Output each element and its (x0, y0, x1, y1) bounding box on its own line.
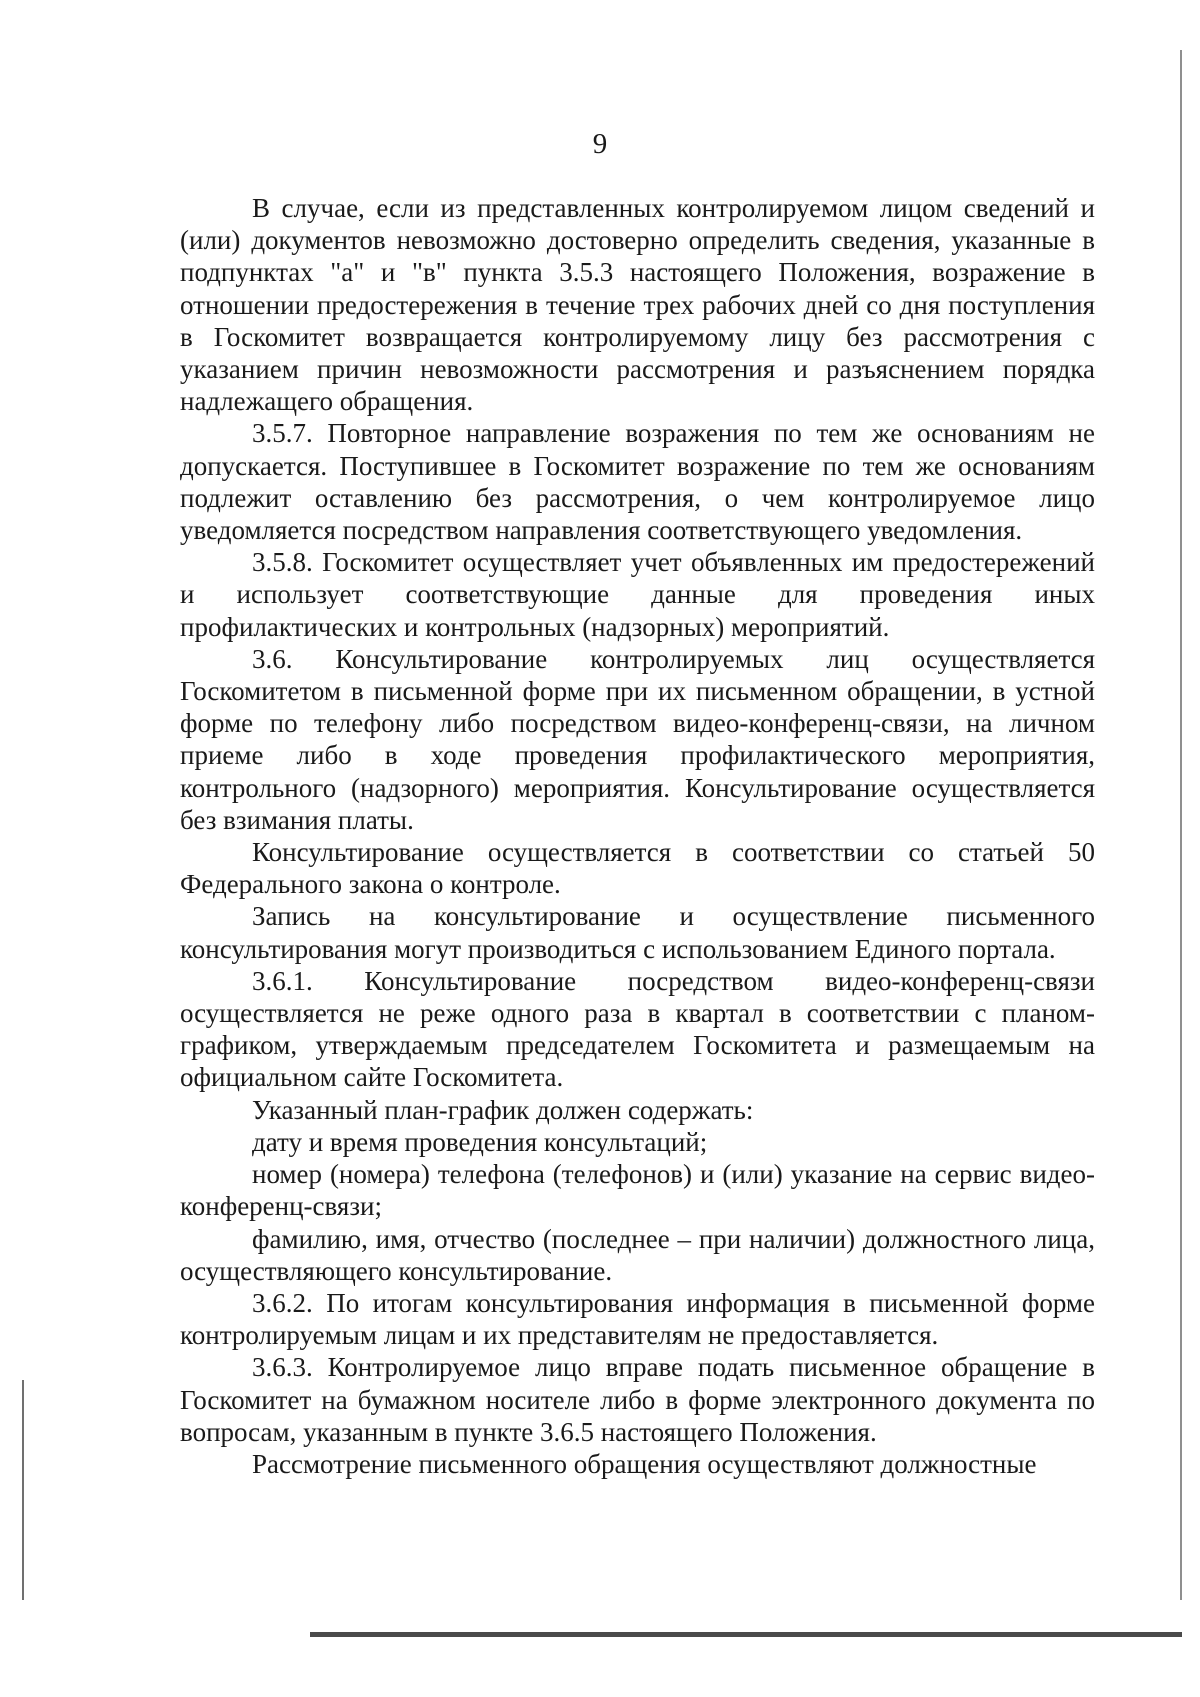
list-item-date-time: дату и время проведения консультаций; (252, 1126, 708, 1157)
paragraph-3-6: 3.6. Консультирование контролируемых лиц осуществляется Госкомитетом в письменной форме при их письменном обращении, в устной форме по телефону либо посредством видео-конференц-связи, на личном приеме либо в ходе проведения профилактического мероприятия, контрольного (надзорного) мероприятия. Консультирование осуществляется без взимания платы. (180, 643, 1095, 835)
list-item-official-name: фамилию, имя, отчество (последнее – при наличии) должностного лица, осуществляющего консультирование. (180, 1223, 1095, 1286)
paragraph-consult-registration: Запись на консультирование и осуществление письменного консультирования могут производиться с использованием Единого портала. (180, 901, 1095, 964)
scan-edge-right (1180, 50, 1182, 1600)
document-body (180, 192, 1095, 1480)
paragraph-3-6-1: 3.6.1. Консультирование посредством видео-конференц-связи осуществляется не реже одного раза в квартал в соответствии с планом-графиком, утверждаемым председателем Госкомитета и размещаемым на официальном сайте Госкомитета. (180, 965, 1095, 1093)
paragraph-objection-return: В случае, если из представленных контролируемом лицом сведений и (или) документов невозможно достоверно определить сведения, указанные в подпунктах "а" и "в" пункта 3.5.3 настоящего Положения, возражение в отношении предостережения в течение трех рабочих дней со дня поступления в Госкомитет возвращается контролируемому лицу без рассмотрения с указанием причин невозможности рассмотрения и разъяснением порядка надлежащего обращения. (180, 193, 1095, 417)
paragraph-3-5-8: 3.5.8. Госкомитет осуществляет учет объявленных им предостережений и использует соответствующие данные для проведения иных профилактических и контрольных (надзорных) мероприятий. (180, 547, 1095, 642)
paragraph-3-6-3: 3.6.3. Контролируемое лицо вправе подать письменное обращение в Госкомитет на бумажном носителе либо в форме электронного документа по вопросам, указанным в пункте 3.6.5 настоящего Положения. (180, 1352, 1095, 1447)
scan-edge-bottom (310, 1632, 1182, 1637)
list-item-phone-service: номер (номера) телефона (телефонов) и (или) указание на сервис видео-конференц-связи; (180, 1159, 1095, 1222)
paragraph-3-6-2: 3.6.2. По итогам консультирования информация в письменной форме контролируемым лицам и их представителям не предоставляется. (180, 1287, 1095, 1351)
paragraph-plan-contents: Указанный план-график должен содержать: (252, 1094, 754, 1125)
page-number: 9 (592, 128, 608, 160)
paragraph-consult-article-50: Консультирование осуществляется в соответствии со статьей 50 Федерального закона о контроле. (180, 837, 1095, 900)
paragraph-written-appeal: Рассмотрение письменного обращения осуществляют должностные (252, 1448, 1037, 1479)
paragraph-3-5-7: 3.5.7. Повторное направление возражения по тем же основаниям не допускается. Поступившее в Госкомитет возражение по тем же основаниям подлежит оставлению без рассмотрения, о чем контролируемое лицо уведомляется посредством направления соответствующего уведомления. (180, 418, 1095, 546)
scan-edge-left (22, 1380, 24, 1600)
